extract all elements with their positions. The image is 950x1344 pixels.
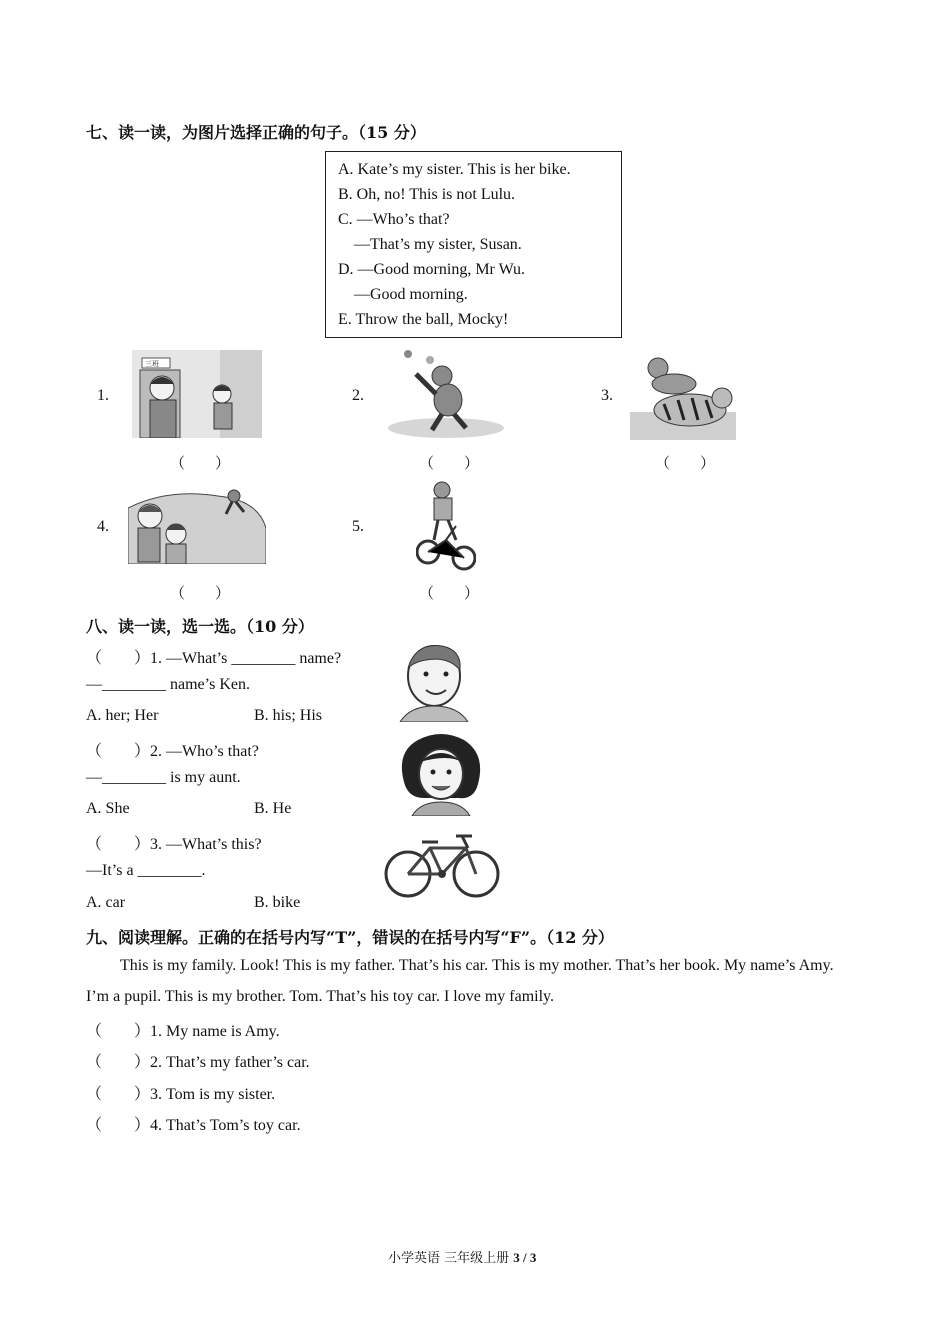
q2-question: （ ）2. —Who’s that? [86,743,259,760]
q2-option-a[interactable]: A. She [86,800,130,817]
section8-title: 八、读一读，选一选。（10 分） [86,617,314,636]
picture-3-monkey-and-tiger [630,354,736,440]
q1-option-a[interactable]: A. her; Her [86,707,159,724]
statement-4[interactable]: （ ）4. That’s Tom’s toy car. [86,1117,301,1134]
q3-question: （ ）3. —What’s this? [86,836,262,853]
passage-line-2: I’m a pupil. This is my brother. Tom. That’s his toy car. I love my family. [86,988,555,1005]
q1-option-b[interactable]: B. his; His [254,707,323,724]
option-e: E. Throw the ball, Mocky! [338,311,509,328]
item-1-answer[interactable]: （ ） [170,456,231,472]
sign-text: 三班 [145,360,159,368]
section9-title: 九、阅读理解。正确的在括号内写“T”，错误的在括号内写“F”。（12 分） [86,928,614,947]
item-5-number: 5. [352,518,364,535]
statement-1[interactable]: （ ）1. My name is Amy. [86,1023,280,1040]
picture-4-girls-and-dog-on-hill [128,488,266,564]
statement-3[interactable]: （ ）3. Tom is my sister. [86,1086,276,1103]
option-d: D. —Good morning, Mr Wu. [338,261,526,278]
option-c: C. —Who’s that? [338,211,450,228]
picture-2-monkey-throwing-ball [386,348,508,440]
item-4-answer[interactable]: （ ） [170,586,231,602]
item-1-number: 1. [97,387,109,404]
picture-aunt [396,732,486,816]
statement-2[interactable]: （ ）2. That’s my father’s car. [86,1054,310,1071]
item-2-answer[interactable]: （ ） [419,456,480,472]
option-b: B. Oh, no! This is not Lulu. [338,186,516,203]
item-4-number: 4. [97,518,109,535]
q2-option-b[interactable]: B. He [254,800,292,817]
item-3-answer[interactable]: （ ） [655,456,716,472]
section7-title: 七、读一读，为图片选择正确的句子。（15 分） [86,123,426,142]
option-a: A. Kate’s my sister. This is her bike. [338,161,571,178]
page-footer [388,1247,536,1266]
picture-1-teacher-and-boy [132,350,262,438]
picture-5-girl-on-bike [416,478,476,572]
picture-bike [382,828,502,900]
q3-answer-line: —It’s a ________. [86,862,206,879]
options-box [325,151,622,338]
option-c-reply: —That’s my sister, Susan. [354,236,522,253]
item-5-answer[interactable]: （ ） [419,586,480,602]
q3-option-b[interactable]: B. bike [254,894,301,911]
picture-boy-ken [396,638,472,722]
footer-page-number: 3 / 3 [513,1250,537,1265]
q1-question: （ ）1. —What’s ________ name? [86,650,342,667]
option-d-reply: —Good morning. [354,286,468,303]
q2-answer-line: —________ is my aunt. [86,769,241,786]
passage-line-1: This is my family. Look! This is my father. That’s his car. This is my mother. That’s her book. My name’s Amy. [120,957,834,974]
q1-answer-line: —________ name’s Ken. [86,676,250,693]
item-2-number: 2. [352,387,364,404]
q3-option-a[interactable]: A. car [86,894,126,911]
footer-subject: 小学英语 三年级上册 [388,1251,510,1266]
item-3-number: 3. [601,387,613,404]
